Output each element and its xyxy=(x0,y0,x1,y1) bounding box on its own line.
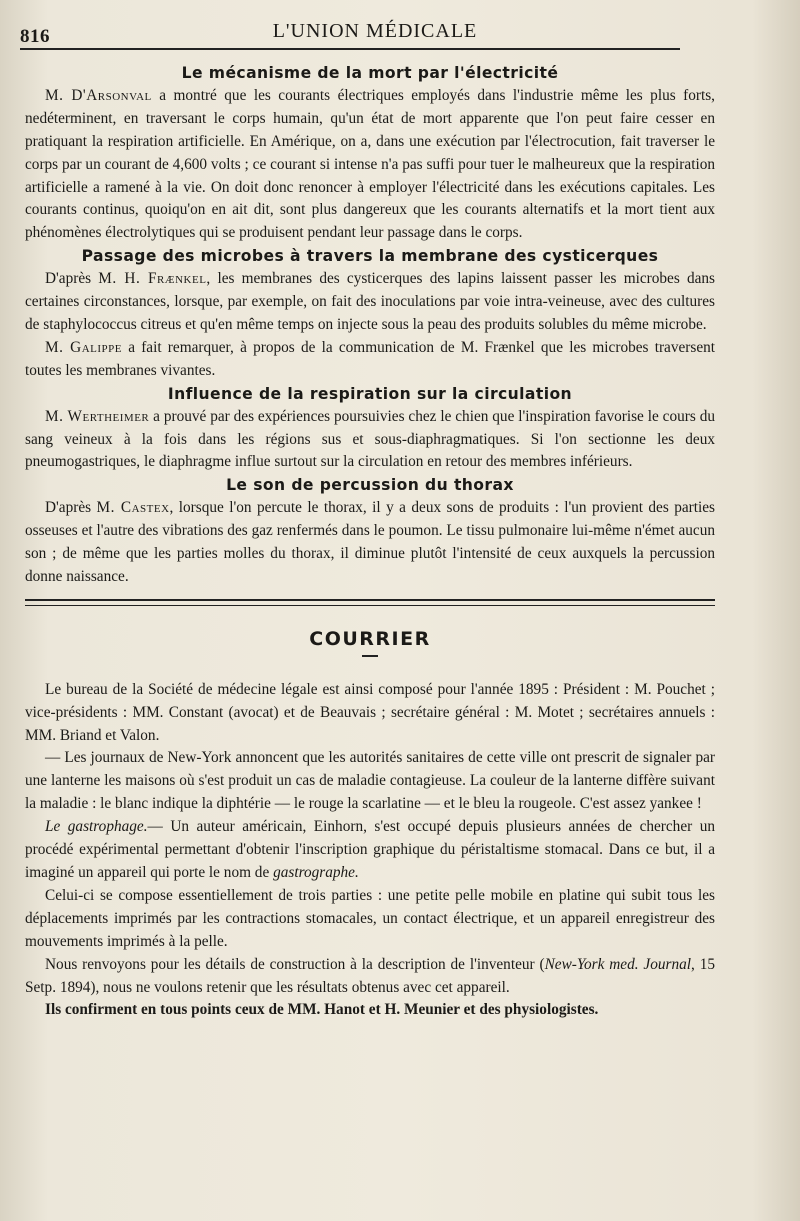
paragraph-text: D'après xyxy=(45,270,99,288)
article-body xyxy=(25,62,715,1022)
paragraph-text: — Un auteur américain, Einhorn, s'est occupé depuis plusieurs années de chercher un procédé expérimental permettant d'obtenir l'inscription graphique du péristaltisme stomacal. Dans ce but, il a imaginé un appareil qui porte le nom de xyxy=(25,818,715,881)
courrier-title-rule xyxy=(362,655,378,657)
journal-citation: New-York med. Journal xyxy=(544,955,691,973)
paragraph-thorax xyxy=(25,497,715,589)
author-name: M. Wertheimer xyxy=(45,407,150,425)
author-name: M. D'Arsonval xyxy=(45,86,152,104)
author-name: M. H. Frænkel xyxy=(98,270,207,288)
author-name: M. Castex xyxy=(96,499,170,517)
section-title-electricite: Le mécanisme de la mort par l'électricité xyxy=(181,64,559,82)
section-title-thorax: Le son de percussion du thorax xyxy=(226,476,514,495)
paragraph-text: a montré que les courants électriques employés dans l'industrie même les plus forts, nedéterminent, en traversant le corps humain, qu'un état de mort apparente que l'on peut faire cesser en pratiquant la respiration artificielle. En Amérique, on a, dans une exécution par l'électrocution, fait traverser le corps par un courant de 4,600 volts ; ce courant si intense n'a pas suffi pour tuer le malheureux que la respiration artificielle a ramené à la vie. On doit donc renoncer à employer l'électricité dans les exécutions capitales. Les courants continus, quoiqu'on en ait dit, sont plus dangereux que les courants alternatifs et la mort tient aux phénomènes électrolytiques qui se produisent pendant leur passage dans le corps. xyxy=(25,86,715,242)
italic-term: Le gastrophage. xyxy=(45,818,148,836)
author-name: M. Galippe xyxy=(45,338,122,356)
header-rule xyxy=(20,48,680,50)
paragraph-microbes-2 xyxy=(25,337,715,383)
paragraph-text: D'après xyxy=(45,499,97,517)
paragraph-text: Nous renvoyons pour les détails de construction à la description de l'inventeur ( xyxy=(45,955,545,973)
paragraph-text: a fait remarquer, à propos de la communication de M. Frænkel que les microbes traversent toutes les membranes vivantes. xyxy=(25,338,716,379)
paragraph-electricite xyxy=(25,85,715,245)
courrier-paragraph-3 xyxy=(25,816,715,885)
paragraph-text: , lorsque l'on percute le thorax, il y a deux sons de produits : l'un provient des parties osseuses et l'autre des vibrations des gaz renfermés dans le poumon. Le tissu pulmonaire lui-même n'émet aucun son ; de même que les parties molles du thorax, il diminue plutôt l'intensité de ceux auxquels la percussion donne naissance. xyxy=(25,499,715,585)
section-divider xyxy=(25,599,715,606)
courrier-title: COURRIER xyxy=(309,627,431,650)
courrier-paragraph-5 xyxy=(25,954,715,1000)
section-title-microbes: Passage des microbes à travers la membrane des cysticerques xyxy=(81,247,659,266)
paragraph-text: , les membranes des cysticerques des lapins laissent passer les microbes dans certaines circonstances, lorsque, par exemple, on fait des inoculations par voie intra-veineuse, avec des cultures de staphylococcus citreus et qu'en même temps on injecte sous la peau des produits solubles du même microbe. xyxy=(25,270,716,333)
paragraph-microbes-1 xyxy=(25,268,715,337)
paragraph-text: , 15 Setp. 1894), nous ne voulons retenir que les résultats obtenus avec cet appareil. xyxy=(25,955,715,996)
paragraph-text: a prouvé par des expériences poursuivies chez le chien que l'inspiration favorise le cours du sang veineux à la fois dans les régions sus et sous-diaphragmatiques. Si l'on sectionne les deux pneumogastriques, le diaphragme influe surtout sur la circulation en retour des membres inférieurs. xyxy=(25,407,715,471)
section-title-respiration: Influence de la respiration sur la circulation xyxy=(167,384,573,403)
courrier-paragraph-1: Le bureau de la Société de médecine légale est ainsi composé pour l'année 1895 : Président : M. Pouchet ; vice-présidents : MM. Constant (avocat) et de Beauvais ; secrétaire général : M. Motet ; secrétaires annuels : MM. Briand et Valon. xyxy=(25,680,715,744)
journal-title: L'UNION MÉDICALE xyxy=(272,20,478,42)
page-number: 816 xyxy=(20,26,50,47)
page-header xyxy=(20,14,730,48)
italic-term: gastrographe. xyxy=(273,864,359,881)
courrier-paragraph-4: Celui-ci se compose essentiellement de trois parties : une petite pelle mobile en platine qui subit tous les déplacements imprimés par les contractions stomacales, un contact électrique, et un appareil enregistreur des mouvements imprimés à la pelle. xyxy=(25,886,715,950)
paragraph-respiration xyxy=(25,406,715,475)
courrier-paragraph-6: Ils confirment en tous points ceux de MM. Hanot et H. Meunier et des physiologistes. xyxy=(45,1001,599,1019)
courrier-paragraph-2: — Les journaux de New-York annoncent que les autorités sanitaires de cette ville ont prescrit de signaler par une lanterne les maisons où s'est produit un cas de maladie contagieuse. La couleur de la lanterne diffère suivant la maladie : le blanc indique la diphtérie — le rouge la scarlatine — et le bleu la rougeole. C'est assez yankee ! xyxy=(25,749,715,813)
